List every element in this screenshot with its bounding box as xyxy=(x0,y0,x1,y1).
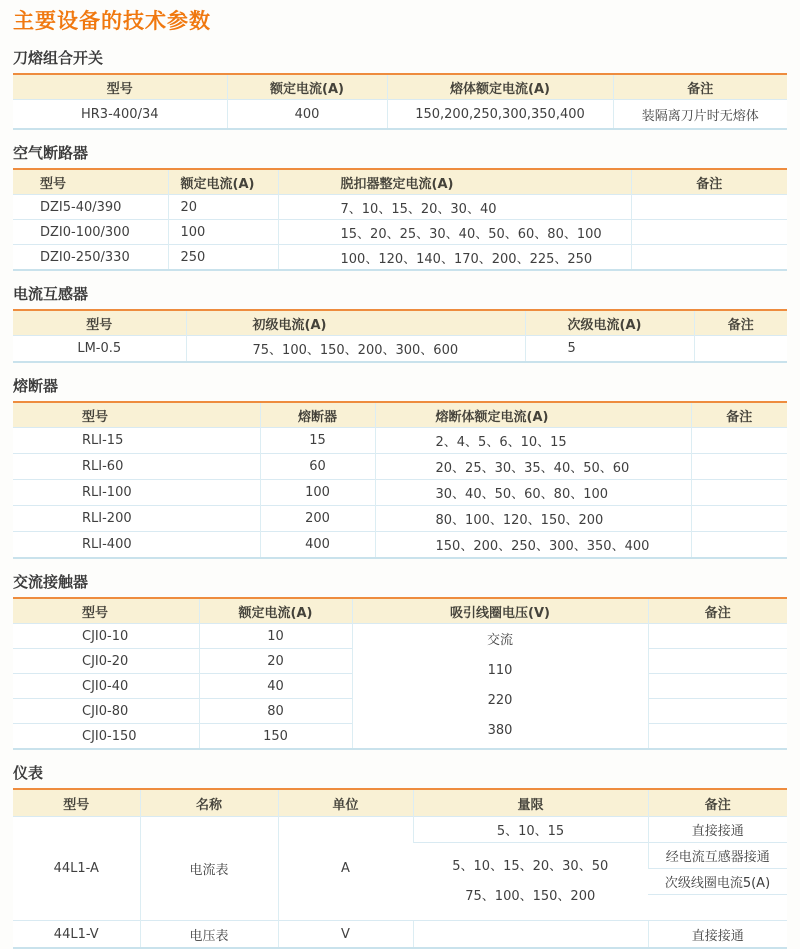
coil-voltage-line: 380 xyxy=(487,723,513,738)
remark-cell xyxy=(691,428,787,454)
section-label-air-breaker: 空气断路器 xyxy=(13,144,89,162)
data-cell: 100 xyxy=(260,480,375,506)
section-fuse xyxy=(13,378,787,559)
model-cell: CJI0-80 xyxy=(13,699,199,724)
header-cell: 名称 xyxy=(140,789,278,817)
remark-cell: 次级线圈电流5(A) xyxy=(648,869,787,895)
data-cell: 15 xyxy=(260,428,375,454)
data-cell: 80 xyxy=(199,699,352,724)
current-transformer-table xyxy=(13,309,787,363)
remark-cell xyxy=(691,506,787,532)
data-cell: 80、100、120、150、200 xyxy=(375,506,691,532)
table-row xyxy=(13,220,787,245)
section-label-fuse: 熔断器 xyxy=(13,377,59,395)
range-line: 5、10、15、20、30、50 xyxy=(452,858,609,874)
table-row xyxy=(13,100,787,130)
table-row xyxy=(13,480,787,506)
header-cell: 型号 xyxy=(13,598,199,624)
table-row xyxy=(13,245,787,271)
data-cell: 2、4、5、6、10、15 xyxy=(375,428,691,454)
model-cell: 44L1-V xyxy=(13,921,140,949)
data-cell: 75、100、150、200、300、600 xyxy=(186,336,525,363)
model-cell: CJI0-20 xyxy=(13,649,199,674)
header-cell: 型号 xyxy=(13,789,140,817)
header-cell: 备注 xyxy=(694,310,787,336)
data-cell: 150,200,250,300,350,400 xyxy=(387,100,613,130)
remark-cell: 经电流互感器接通 xyxy=(648,843,787,869)
coil-voltage-line: 110 xyxy=(487,663,513,678)
header-row xyxy=(13,169,787,195)
header-cell: 额定电流(A) xyxy=(168,169,278,195)
table-row xyxy=(13,624,787,649)
model-cell: RLI-200 xyxy=(13,506,260,532)
header-cell: 型号 xyxy=(13,74,227,100)
header-cell: 熔断器 xyxy=(260,402,375,428)
model-cell: DZI0-100/300 xyxy=(13,220,168,245)
section-instruments xyxy=(13,765,787,949)
model-cell: CJI0-10 xyxy=(13,624,199,649)
remark-cell xyxy=(648,724,787,750)
header-cell: 备注 xyxy=(691,402,787,428)
header-cell: 初级电流(A) xyxy=(186,310,525,336)
header-cell: 备注 xyxy=(648,789,787,817)
table-row xyxy=(13,336,787,363)
header-cell: 备注 xyxy=(613,74,787,100)
section-ac-contactor xyxy=(13,574,787,750)
header-row xyxy=(13,310,787,336)
section-label-knife-fuse: 刀熔组合开关 xyxy=(13,49,104,67)
header-row xyxy=(13,402,787,428)
remark-cell: 直接接通 xyxy=(648,817,787,843)
header-cell: 备注 xyxy=(648,598,787,624)
section-knife-fuse-switch xyxy=(13,50,787,130)
data-cell: 40 xyxy=(199,674,352,699)
header-cell: 次级电流(A) xyxy=(525,310,694,336)
data-cell: 30、40、50、60、80、100 xyxy=(375,480,691,506)
remark-cell xyxy=(694,336,787,363)
page-title: 主要设备的技术参数 xyxy=(13,9,211,33)
data-cell: 100、120、140、170、200、225、250 xyxy=(278,245,631,271)
header-cell: 单位 xyxy=(278,789,413,817)
section-label-ac-contactor: 交流接触器 xyxy=(13,573,89,591)
data-cell: 7、10、15、20、30、40 xyxy=(278,195,631,220)
section-label-instruments: 仪表 xyxy=(13,764,44,782)
header-row xyxy=(13,789,787,817)
coil-voltage-cell xyxy=(352,624,648,750)
header-cell: 量限 xyxy=(413,789,648,817)
section-label-current-transformer: 电流互感器 xyxy=(13,285,89,303)
data-cell: 5 xyxy=(525,336,694,363)
data-cell: 10 xyxy=(199,624,352,649)
data-cell: 150 xyxy=(199,724,352,750)
remark-cell xyxy=(631,245,787,271)
remark-cell xyxy=(648,699,787,724)
table-row xyxy=(13,506,787,532)
header-cell: 型号 xyxy=(13,402,260,428)
remark-cell xyxy=(648,674,787,699)
coil-voltage-line: 220 xyxy=(487,693,513,708)
remark-cell: 直接接通 xyxy=(648,921,787,949)
model-cell: LM-0.5 xyxy=(13,336,186,363)
model-cell: RLI-400 xyxy=(13,532,260,559)
ac-contactor-table xyxy=(13,597,787,750)
remark-cell xyxy=(631,195,787,220)
table-row xyxy=(13,817,787,843)
range-line: 75、100、150、200 xyxy=(465,888,596,904)
remark-cell xyxy=(648,624,787,649)
name-cell: 电流表 xyxy=(140,817,278,921)
data-cell: 400 xyxy=(260,532,375,559)
header-cell: 熔断体额定电流(A) xyxy=(375,402,691,428)
unit-cell: A xyxy=(278,817,413,921)
data-cell: 20、25、30、35、40、50、60 xyxy=(375,454,691,480)
model-cell: RLI-60 xyxy=(13,454,260,480)
remark-cell xyxy=(648,895,787,921)
data-cell: 400 xyxy=(227,100,387,130)
model-cell: HR3-400/34 xyxy=(13,100,227,130)
remark-cell xyxy=(691,480,787,506)
model-cell: 44L1-A xyxy=(13,817,140,921)
header-cell: 脱扣器整定电流(A) xyxy=(278,169,631,195)
model-cell: CJI0-40 xyxy=(13,674,199,699)
knife-fuse-table xyxy=(13,73,787,130)
header-row xyxy=(13,74,787,100)
name-cell: 电压表 xyxy=(140,921,278,949)
data-cell: 250 xyxy=(168,245,278,271)
data-cell: 20 xyxy=(199,649,352,674)
remark-cell xyxy=(691,454,787,480)
fuse-table xyxy=(13,401,787,559)
data-cell: 60 xyxy=(260,454,375,480)
section-current-transformer xyxy=(13,286,787,363)
model-cell: DZI0-250/330 xyxy=(13,245,168,271)
data-cell: 200 xyxy=(260,506,375,532)
remark-cell xyxy=(648,649,787,674)
data-cell: 150、200、250、300、350、400 xyxy=(375,532,691,559)
data-cell: 20 xyxy=(168,195,278,220)
header-cell: 熔体额定电流(A) xyxy=(387,74,613,100)
table-row xyxy=(13,532,787,559)
unit-cell: V xyxy=(278,921,413,949)
model-cell: DZI5-40/390 xyxy=(13,195,168,220)
model-cell: RLI-100 xyxy=(13,480,260,506)
header-cell: 型号 xyxy=(13,169,168,195)
air-breaker-table xyxy=(13,168,787,271)
table-row xyxy=(13,428,787,454)
header-cell: 型号 xyxy=(13,310,186,336)
header-cell: 吸引线圈电压(V) xyxy=(352,598,648,624)
coil-voltage-line: 交流 xyxy=(486,633,513,648)
data-cell: 15、20、25、30、40、50、60、80、100 xyxy=(278,220,631,245)
header-row xyxy=(13,598,787,624)
remark-cell: 装隔离刀片时无熔体 xyxy=(613,100,787,130)
data-cell: 100 xyxy=(168,220,278,245)
header-cell: 备注 xyxy=(631,169,787,195)
remark-cell xyxy=(631,220,787,245)
table-row xyxy=(13,454,787,480)
model-cell: RLI-15 xyxy=(13,428,260,454)
range-cell: 5、10、15 xyxy=(413,817,648,843)
section-air-breaker xyxy=(13,145,787,271)
header-cell: 额定电流(A) xyxy=(199,598,352,624)
table-row xyxy=(13,195,787,220)
remark-cell xyxy=(691,532,787,559)
range-cell xyxy=(413,843,648,921)
header-cell: 额定电流(A) xyxy=(227,74,387,100)
model-cell: CJI0-150 xyxy=(13,724,199,750)
